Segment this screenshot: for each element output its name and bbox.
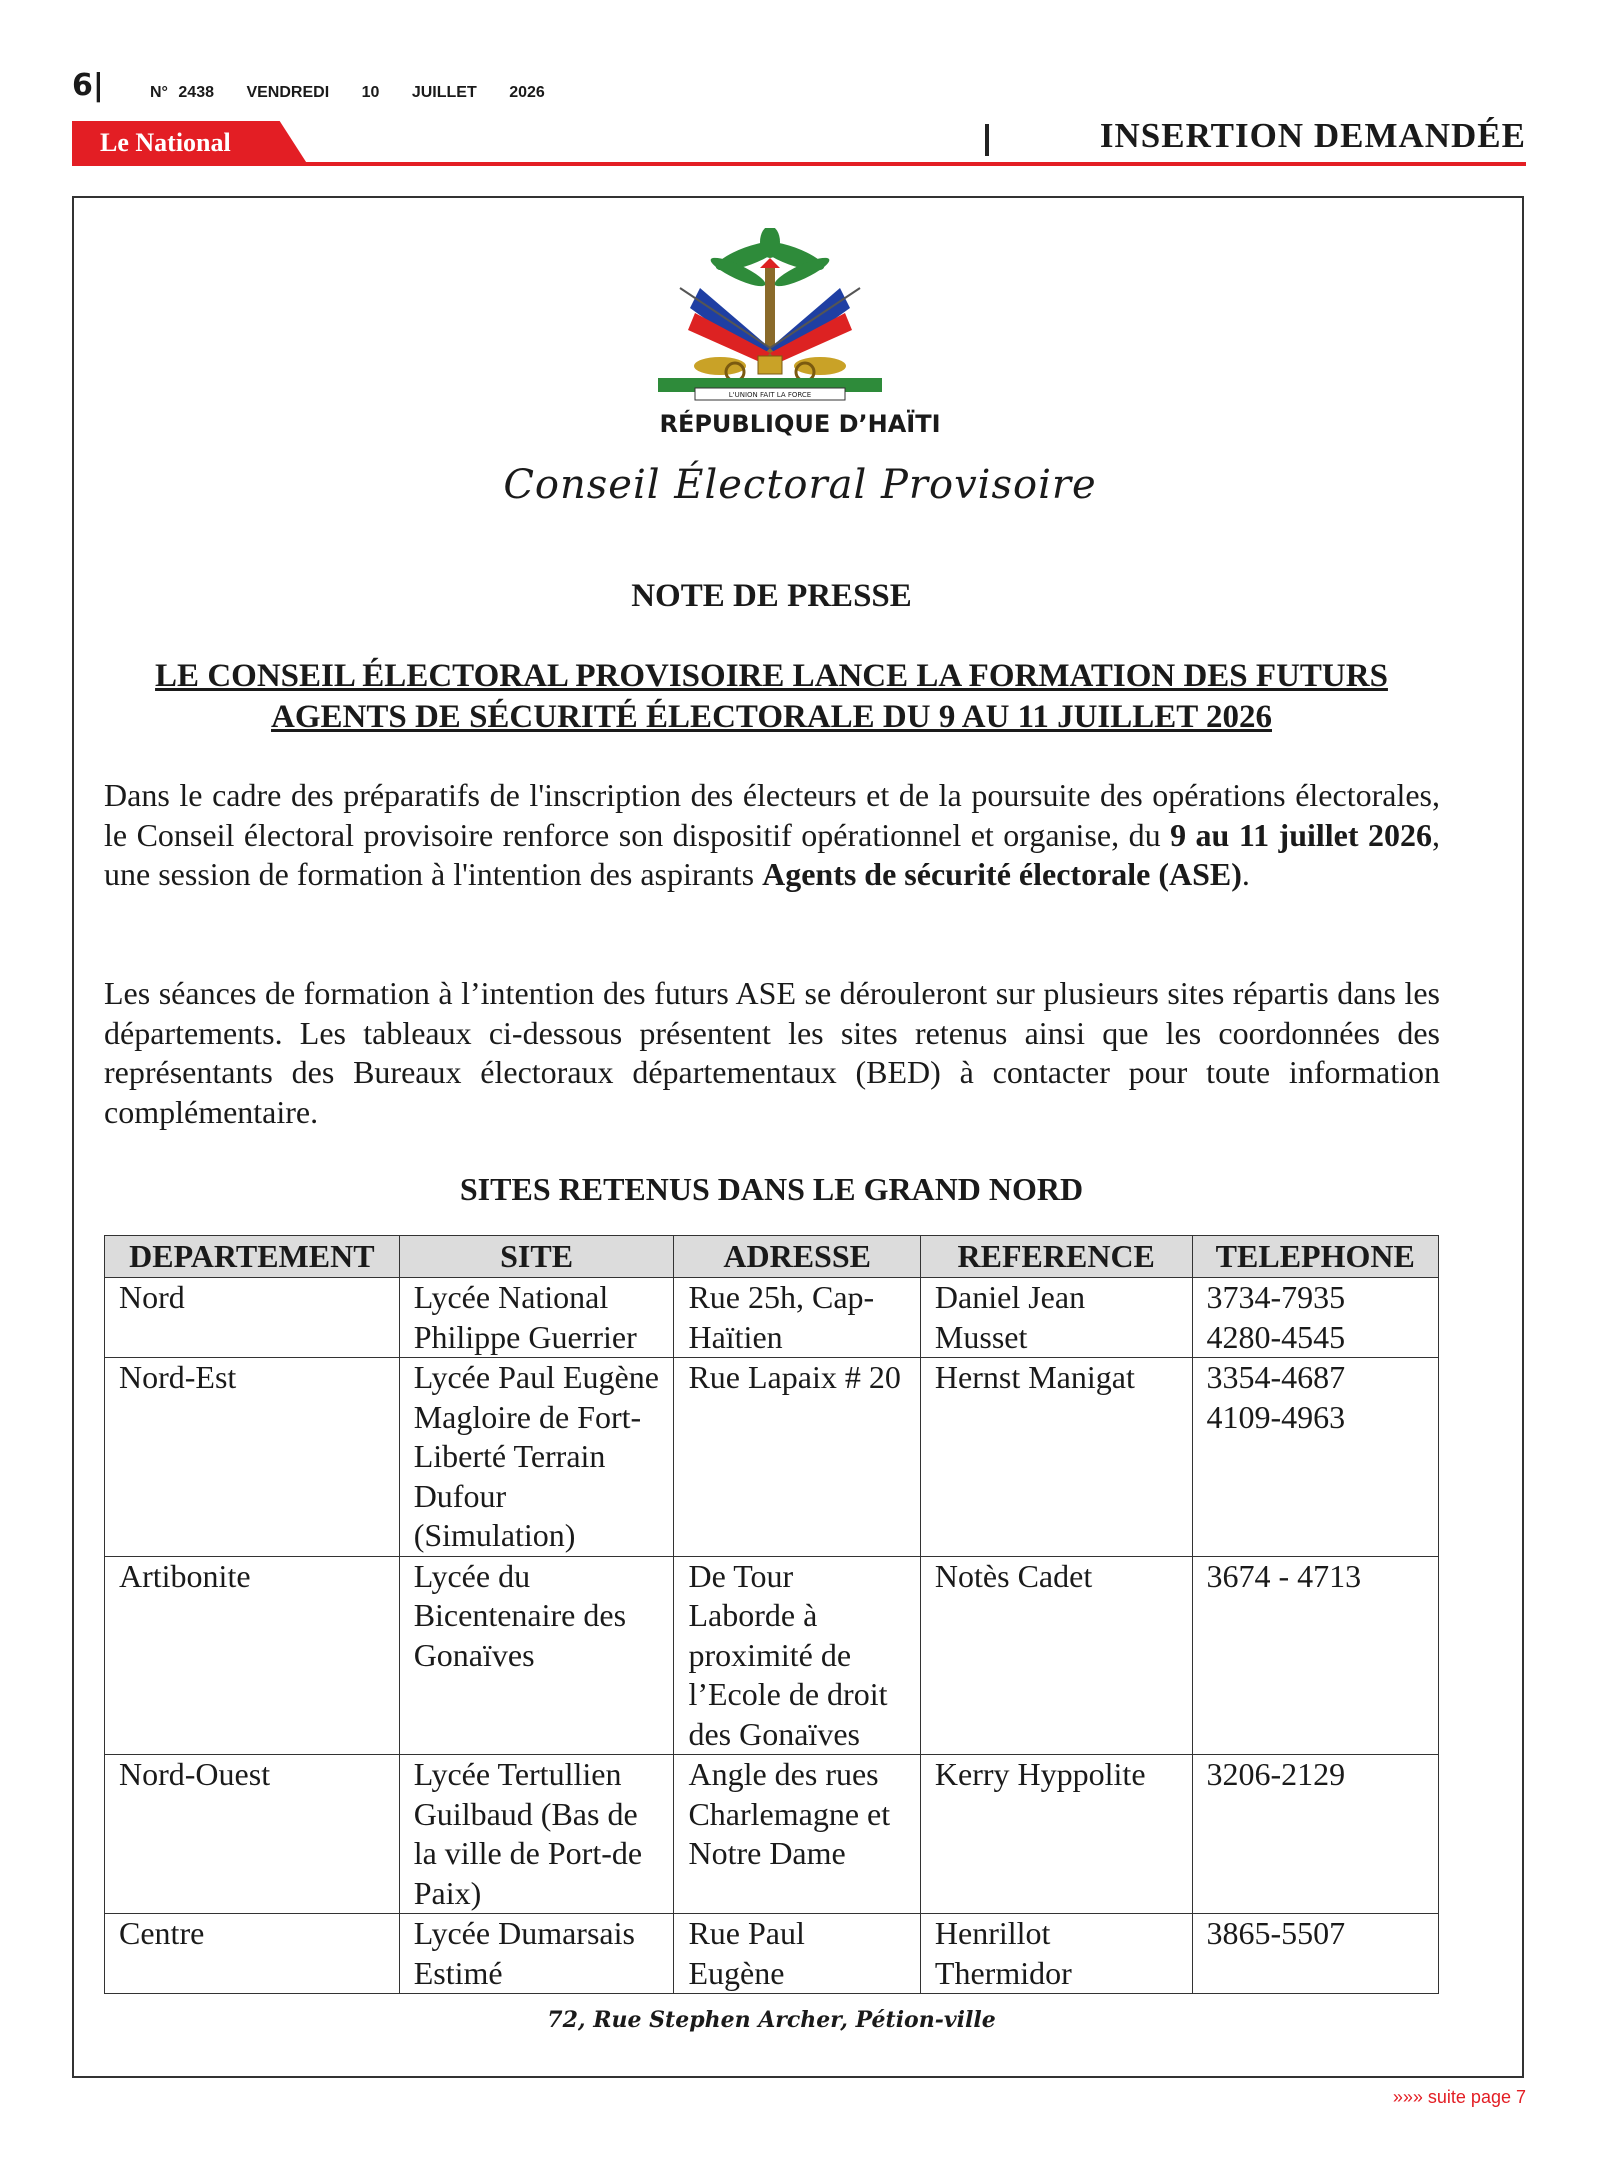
header-rule <box>72 162 1526 166</box>
document-type: NOTE DE PRESSE <box>631 578 912 614</box>
table-cell: Centre <box>105 1914 400 1994</box>
section-title: INSERTION DEMANDÉE <box>1099 116 1526 155</box>
table-cell: Notès Cadet <box>920 1556 1192 1755</box>
table-cell: Lycée Paul Eugène Magloire de Fort-Liberté Terrain Dufour (Simulation) <box>399 1358 674 1557</box>
table-row <box>105 1556 1439 1755</box>
table-row <box>105 1755 1439 1914</box>
sites-table <box>104 1235 1439 1994</box>
table-cell: Henrillot Thermidor <box>920 1914 1192 1994</box>
table-row <box>105 1278 1439 1358</box>
table-cell: 3206-2129 <box>1192 1755 1438 1914</box>
institution-name: Conseil Électoral Provisoire <box>503 462 1097 508</box>
table-cell: 3865-5507 <box>1192 1914 1438 1994</box>
table-cell: Nord-Est <box>105 1358 400 1557</box>
table-cell: Nord <box>105 1278 400 1358</box>
table-cell: Kerry Hyppolite <box>920 1755 1192 1914</box>
column-header: TELEPHONE <box>1192 1236 1438 1278</box>
table-cell: 3734-7935 4280-4545 <box>1192 1278 1438 1358</box>
haiti-coat-of-arms-icon <box>640 228 900 410</box>
headline: LE CONSEIL ÉLECTORAL PROVISOIRE LANCE LA FORMATION DES FUTURS AGENTS DE SÉCURITÉ ÉLECTORALE DU 9 AU 11 JUILLET 2026 <box>155 658 1388 735</box>
table-cell: Lycée du Bicentenaire des Gonaïves <box>399 1556 674 1755</box>
paragraph-2: Les séances de formation à l’intention des futurs ASE se dérouleront sur plusieurs sites répartis dans les départements. Les tableaux ci-dessous présentent les sites retenus ainsi que les coordonnées des représentants des Bureaux électoraux départementaux (BED) à contacter pour toute information complémentaire. <box>104 975 1440 1130</box>
continued-link[interactable]: »»» suite page 7 <box>1392 2087 1526 2107</box>
column-header: ADRESSE <box>674 1236 920 1278</box>
newspaper-logo: Le National <box>100 128 231 157</box>
table-title: SITES RETENUS DANS LE GRAND NORD <box>459 1171 1084 1207</box>
table-cell: Nord-Ouest <box>105 1755 400 1914</box>
table-cell: Lycée Tertullien Guilbaud (Bas de la ville de Port-de Paix) <box>399 1755 674 1914</box>
column-header: SITE <box>399 1236 674 1278</box>
table-row <box>105 1914 1439 1994</box>
table-cell: Hernst Manigat <box>920 1358 1192 1557</box>
issue-number: N° 2438 <box>150 84 214 101</box>
table-cell: Angle des rues Charlemagne et Notre Dame <box>674 1755 920 1914</box>
svg-text:L'UNION FAIT LA FORCE: L'UNION FAIT LA FORCE <box>728 391 812 399</box>
table-cell: 3674 - 4713 <box>1192 1556 1438 1755</box>
table-cell: Rue 25h, Cap-Haïtien <box>674 1278 920 1358</box>
issue-year: 2026 <box>509 84 545 101</box>
column-header: DEPARTEMENT <box>105 1236 400 1278</box>
page-number: 6| <box>72 68 104 103</box>
table-header-row <box>105 1236 1439 1278</box>
section-divider <box>985 124 989 156</box>
issue-date-line <box>150 84 567 102</box>
issuer-address: 72, Rue Stephen Archer, Pétion-ville <box>547 2007 996 2033</box>
table-cell: Artibonite <box>105 1556 400 1755</box>
table-cell: Rue Lapaix # 20 <box>674 1358 920 1557</box>
table-cell: 3354-4687 4109-4963 <box>1192 1358 1438 1557</box>
issue-month: JUILLET <box>411 84 477 101</box>
issue-weekday: VENDREDI <box>246 84 330 101</box>
table-cell: Rue Paul Eugène <box>674 1914 920 1994</box>
paragraph-1: Dans le cadre des préparatifs de l'inscription des électeurs et de la poursuite des opérations électorales, le Conseil électoral provisoire renforce son dispositif opérationnel et organise, du 9 au 11 juillet 2026, une session de formation à l'intention des aspirants Agents de sécurité électorale (ASE). <box>104 777 1441 892</box>
issue-day: 10 <box>361 84 380 101</box>
country-name: RÉPUBLIQUE D’HAÏTI <box>659 410 941 438</box>
column-header: REFERENCE <box>920 1236 1192 1278</box>
table-cell: De Tour Laborde à proximité de l’Ecole de droit des Gonaïves <box>674 1556 920 1755</box>
table-cell: Lycée Dumarsais Estimé <box>399 1914 674 1994</box>
table-cell: Lycée National Philippe Guerrier <box>399 1278 674 1358</box>
table-cell: Daniel Jean Musset <box>920 1278 1192 1358</box>
table-row <box>105 1358 1439 1557</box>
